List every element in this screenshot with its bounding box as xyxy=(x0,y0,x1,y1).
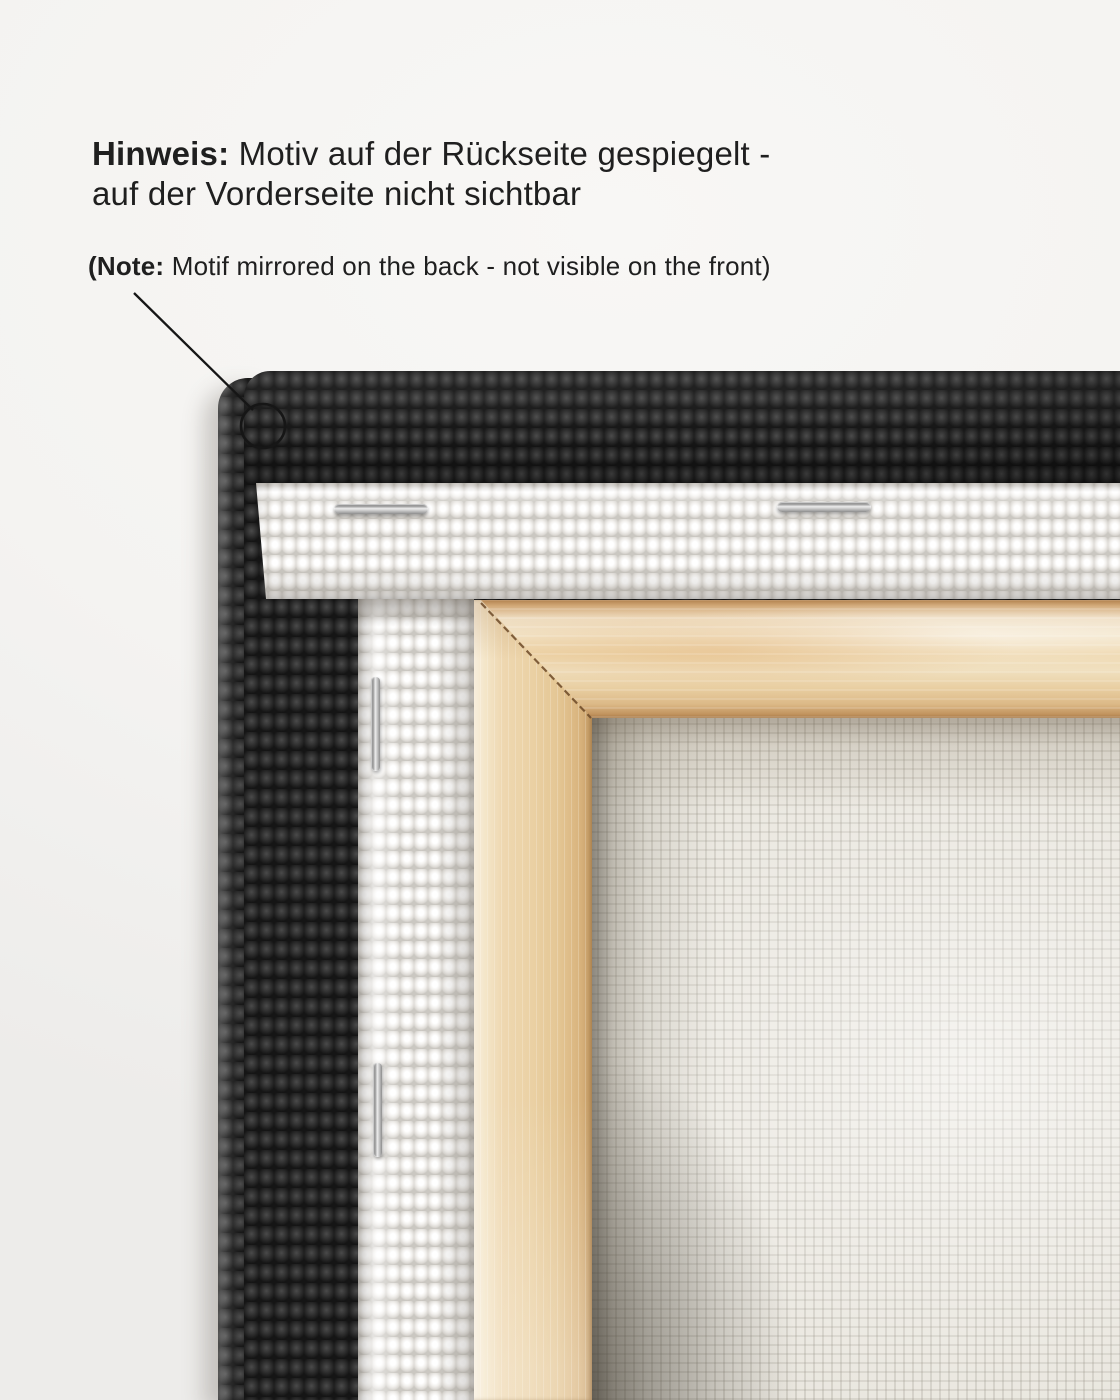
staple-top-left xyxy=(334,504,428,514)
flap-shading xyxy=(240,483,1120,599)
canvas-back-inner-weave xyxy=(588,714,1120,1400)
staple-left-upper xyxy=(371,677,380,771)
note-english-label: (Note: xyxy=(88,251,165,281)
note-english xyxy=(88,249,771,283)
note-german-line1: Motiv auf der Rückseite gespiegelt - xyxy=(238,135,771,172)
note-german-label: Hinweis: xyxy=(92,135,230,172)
stretcher-bar-left xyxy=(473,600,592,1400)
staple-top-right xyxy=(777,502,871,512)
note-german xyxy=(92,134,770,214)
canvas-white-flap-left xyxy=(358,599,474,1400)
note-german-line2: auf der Vorderseite nicht sichtbar xyxy=(92,175,582,212)
staple-left-lower xyxy=(373,1063,382,1157)
canvas-white-flap-top xyxy=(240,483,1120,599)
note-english-text: Motif mirrored on the back - not visible on the front) xyxy=(171,251,771,281)
